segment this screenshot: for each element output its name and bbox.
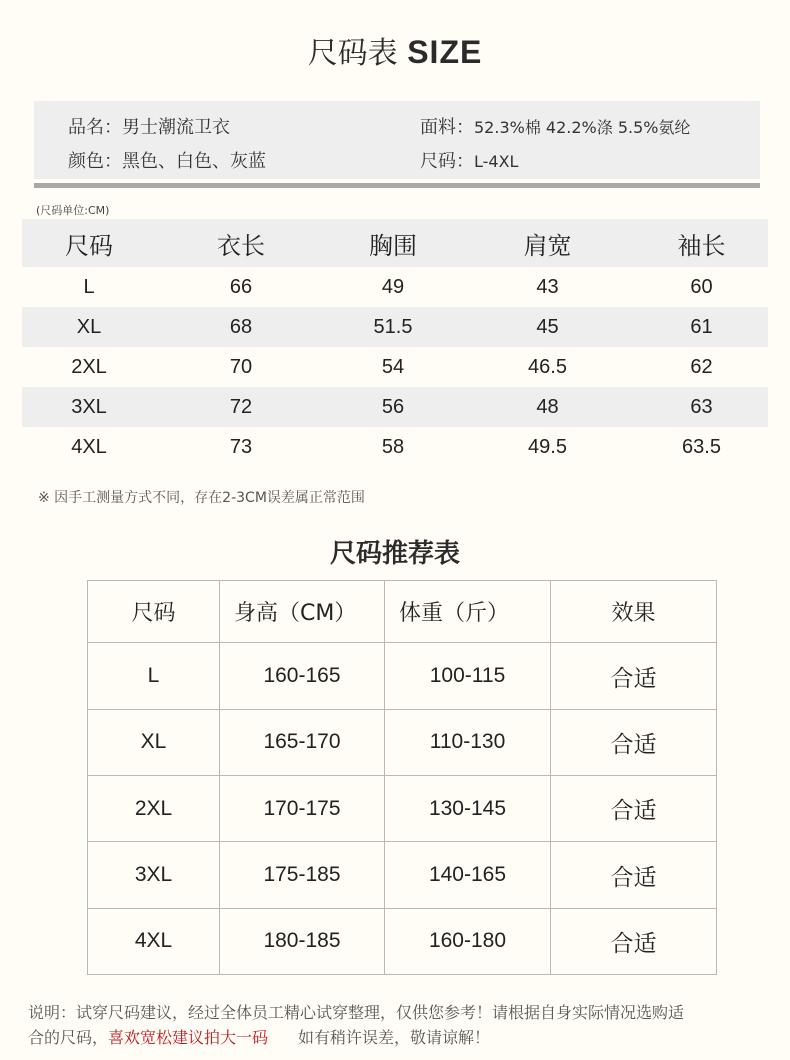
product-name	[68, 113, 230, 139]
table-row	[88, 709, 717, 775]
table-cell: 160-165	[220, 643, 385, 709]
table-row	[88, 776, 717, 842]
product-color-label: 颜色：	[68, 151, 122, 172]
product-color	[68, 147, 266, 173]
table-cell: XL	[22, 307, 156, 347]
table-cell: 63.5	[682, 435, 721, 458]
table-row	[22, 307, 768, 347]
table-row	[22, 387, 768, 427]
footer-text: 如有稍许误差，敬请谅解！	[298, 1028, 491, 1047]
page-title	[0, 28, 790, 72]
table-cell: 63	[635, 387, 768, 427]
table-cell: 68	[156, 307, 326, 347]
table-cell: 54	[381, 355, 405, 378]
table-cell: L	[83, 275, 95, 298]
table-cell: 合适	[551, 709, 717, 775]
table-cell: 180-185	[220, 908, 385, 974]
table-cell: 51.5	[326, 307, 460, 347]
table-cell: 46.5	[528, 355, 567, 378]
product-color-value: 黑色、白色、灰蓝	[122, 151, 266, 172]
table-cell: 2XL	[88, 776, 220, 842]
table-cell: 49	[381, 275, 405, 298]
table-row	[88, 643, 717, 709]
table-cell: 合适	[551, 842, 717, 908]
table-cell: 73	[229, 435, 253, 458]
table-cell: 2XL	[71, 355, 107, 378]
product-size-range	[420, 147, 518, 173]
table-cell: 48	[460, 387, 635, 427]
footer-line-1: 说明：试穿尺码建议，经过全体员工精心试穿整理，仅供您参考！请根据自身实际情况选购适	[28, 1003, 685, 1022]
table-cell: 61	[635, 307, 768, 347]
table-cell: 62	[690, 355, 713, 378]
table-cell: 100-115	[385, 643, 551, 709]
table-cell: 4XL	[88, 908, 220, 974]
table-row	[22, 347, 768, 387]
measurement-remark: ※ 因手工测量方式不同，存在2-3CM误差属正常范围	[38, 490, 365, 506]
product-name-value: 男士潮流卫衣	[122, 117, 230, 138]
header-cell: 肩宽	[460, 219, 635, 267]
table-cell: 66	[229, 275, 253, 298]
table-cell: 130-145	[385, 776, 551, 842]
recommendation-table	[87, 580, 717, 975]
table-row	[88, 842, 717, 908]
table-cell: L	[88, 643, 220, 709]
header-cell: 体重（斤）	[385, 581, 551, 643]
title-cn: 尺码表	[307, 36, 398, 71]
header-cell: 胸围	[326, 219, 460, 267]
size-table	[22, 219, 768, 467]
table-row	[88, 908, 717, 974]
table-cell: 70	[229, 355, 253, 378]
table-row	[22, 267, 768, 307]
table-cell: XL	[88, 709, 220, 775]
table-cell: 60	[690, 275, 713, 298]
table-cell: 170-175	[220, 776, 385, 842]
product-name-label: 品名：	[68, 117, 122, 138]
table-cell: 56	[326, 387, 460, 427]
footer-text: 合的尺码，	[28, 1028, 109, 1047]
product-fabric	[420, 113, 690, 139]
info-divider	[34, 183, 760, 188]
header-cell: 身高（CM）	[220, 581, 385, 643]
table-cell: 43	[536, 275, 559, 298]
header-cell: 效果	[551, 581, 717, 643]
table-cell: 49.5	[528, 435, 567, 458]
header-cell: 袖长	[635, 219, 768, 267]
table-cell: 110-130	[385, 709, 551, 775]
table-cell: 合适	[551, 776, 717, 842]
product-size-value: L-4XL	[474, 152, 519, 171]
table-cell: 160-180	[385, 908, 551, 974]
footer-highlight: 喜欢宽松建议拍大一码	[108, 1028, 269, 1047]
unit-note: (尺码单位:CM)	[36, 204, 110, 217]
recommendation-title: 尺码推荐表	[329, 539, 460, 569]
table-cell: 4XL	[71, 435, 107, 458]
table-cell: 3XL	[88, 842, 220, 908]
table-cell: 合适	[551, 908, 717, 974]
product-fabric-value: 52.3%棉 42.2%涤 5.5%氨纶	[474, 118, 691, 137]
table-cell: 72	[156, 387, 326, 427]
table-cell: 45	[460, 307, 635, 347]
table-cell: 140-165	[385, 842, 551, 908]
table-row	[22, 427, 768, 467]
footer-note	[28, 1000, 768, 1050]
footer-line-2	[28, 1025, 768, 1050]
size-table-header	[22, 219, 768, 267]
product-fabric-label: 面料：	[420, 117, 474, 138]
table-cell: 3XL	[22, 387, 156, 427]
header-cell: 尺码	[88, 581, 220, 643]
table-cell: 合适	[551, 643, 717, 709]
header-cell: 衣长	[156, 219, 326, 267]
product-size-label: 尺码：	[420, 151, 474, 172]
table-cell: 175-185	[220, 842, 385, 908]
header-cell: 尺码	[22, 219, 156, 267]
rec-table-header	[88, 581, 717, 643]
title-en: SIZE	[407, 34, 483, 70]
table-cell: 165-170	[220, 709, 385, 775]
table-cell: 58	[381, 435, 405, 458]
